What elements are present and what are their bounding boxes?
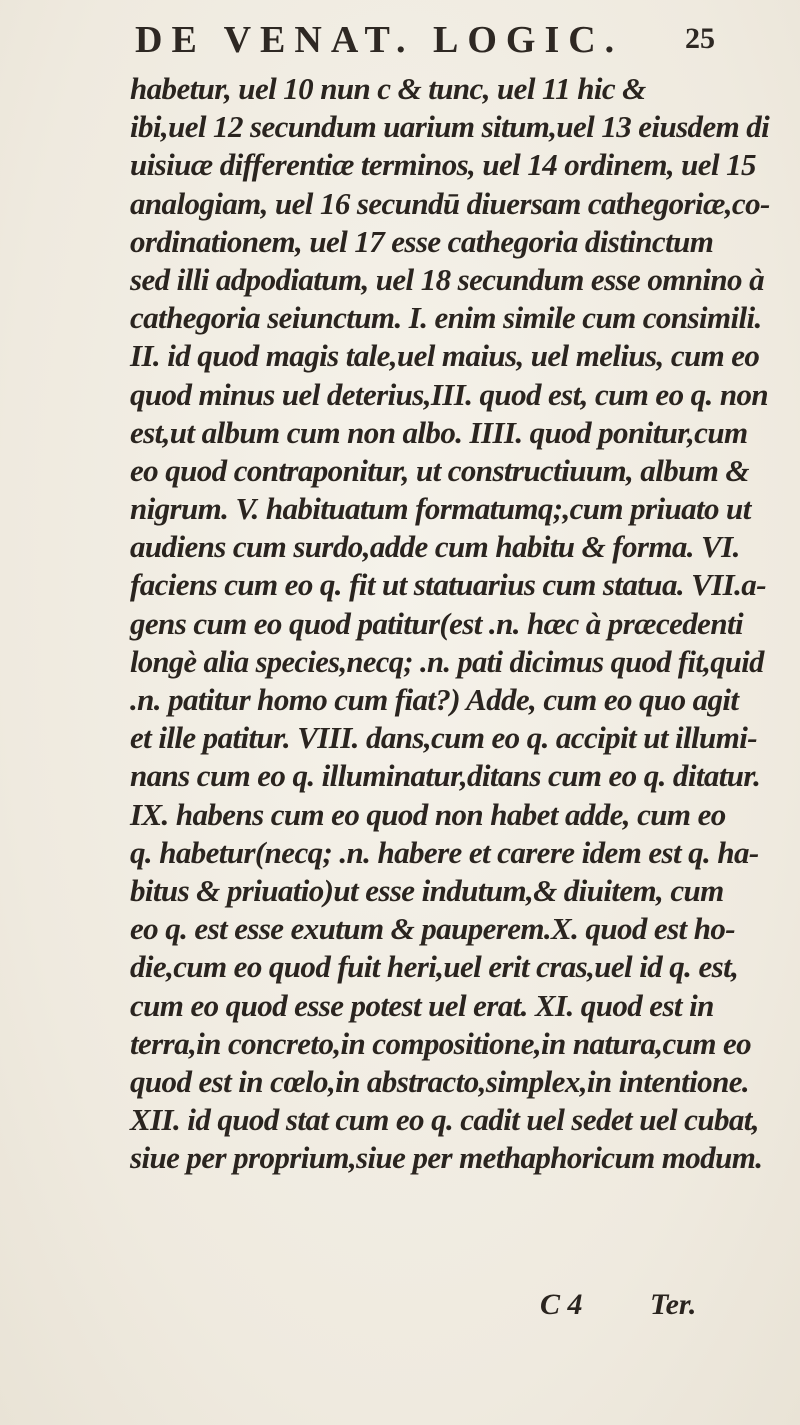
text-line: nigrum. V. habituatum formatumq;,cum priuato ut	[130, 491, 751, 527]
page-number: 25	[685, 22, 715, 55]
text-line: habetur, uel 10 nun c & tunc, uel 11 hic &	[130, 71, 646, 106]
text-line: ibi,uel 12 secundum uarium situm,uel 13 eiusdem di	[130, 109, 770, 145]
text-line: faciens cum eo q. fit ut statuarius cum statua. VII.a-	[130, 567, 766, 603]
text-line: et ille patitur. VIII. dans,cum eo q. accipit ut illumi-	[130, 720, 757, 756]
text-line: est,ut album cum non albo. IIII. quod ponitur,cum	[130, 414, 748, 450]
text-line: cum eo quod esse potest uel erat. XI. quod est in	[130, 987, 714, 1023]
text-line: nans cum eo q. illuminatur,ditans cum eo q. ditatur.	[130, 758, 761, 794]
text-line: cathegoria seiunctum. I. enim simile cum consimili.	[130, 300, 762, 336]
text-line: IX. habens cum eo quod non habet adde, cum eo	[130, 796, 726, 832]
text-line: ordinationem, uel 17 esse cathegoria distinctum	[130, 223, 714, 259]
text-line: quod minus uel deterius,III. quod est, cum eo q. non	[130, 376, 769, 412]
body-text	[130, 70, 770, 1177]
text-line: analogiam, uel 16 secundū diuersam cathegoriæ,co-	[130, 185, 770, 221]
text-line: q. habetur(necq; .n. habere et carere idem est q. ha-	[130, 834, 759, 870]
text-line: siue per proprium,siue per methaphoricum modum.	[130, 1140, 763, 1176]
text-line: die,cum eo quod fuit heri,uel erit cras,uel id q. est,	[130, 949, 739, 985]
running-head	[135, 18, 715, 68]
footer-catchline	[540, 1288, 780, 1328]
text-line: gens cum eo quod patitur(est .n. hæc à præcedenti	[130, 605, 744, 641]
text-line: II. id quod magis tale,uel maius, uel melius, cum eo	[130, 338, 760, 374]
signature-mark: C 4	[540, 1288, 583, 1321]
text-line: bitus & priuatio)ut esse indutum,& diuitem, cum	[130, 872, 724, 908]
text-line: uisiuæ differentiæ terminos, uel 14 ordinem, uel 15	[130, 147, 756, 183]
text-line: .n. patitur homo cum fiat?) Adde, cum eo quo agit	[130, 682, 739, 717]
running-title: DE VENAT. LOGIC.	[135, 19, 624, 61]
text-line: audiens cum surdo,adde cum habitu & forma. VI.	[130, 529, 740, 565]
text-line: sed illi adpodiatum, uel 18 secundum esse omnino à	[130, 261, 764, 297]
text-line: longè alia species,necq; .n. pati dicimus quod fit,quid	[130, 644, 764, 679]
text-line: eo q. est esse exutum & pauperem.X. quod est ho-	[130, 911, 735, 947]
text-line: quod est in cœlo,in abstracto,simplex,in intentione.	[130, 1063, 750, 1099]
text-line: XII. id quod stat cum eo q. cadit uel sedet uel cubat,	[130, 1102, 759, 1138]
text-line: eo quod contraponitur, ut constructiuum, album &	[130, 452, 749, 488]
text-line: terra,in concreto,in compositione,in natura,cum eo	[130, 1025, 752, 1061]
catchword: Ter.	[650, 1288, 697, 1321]
